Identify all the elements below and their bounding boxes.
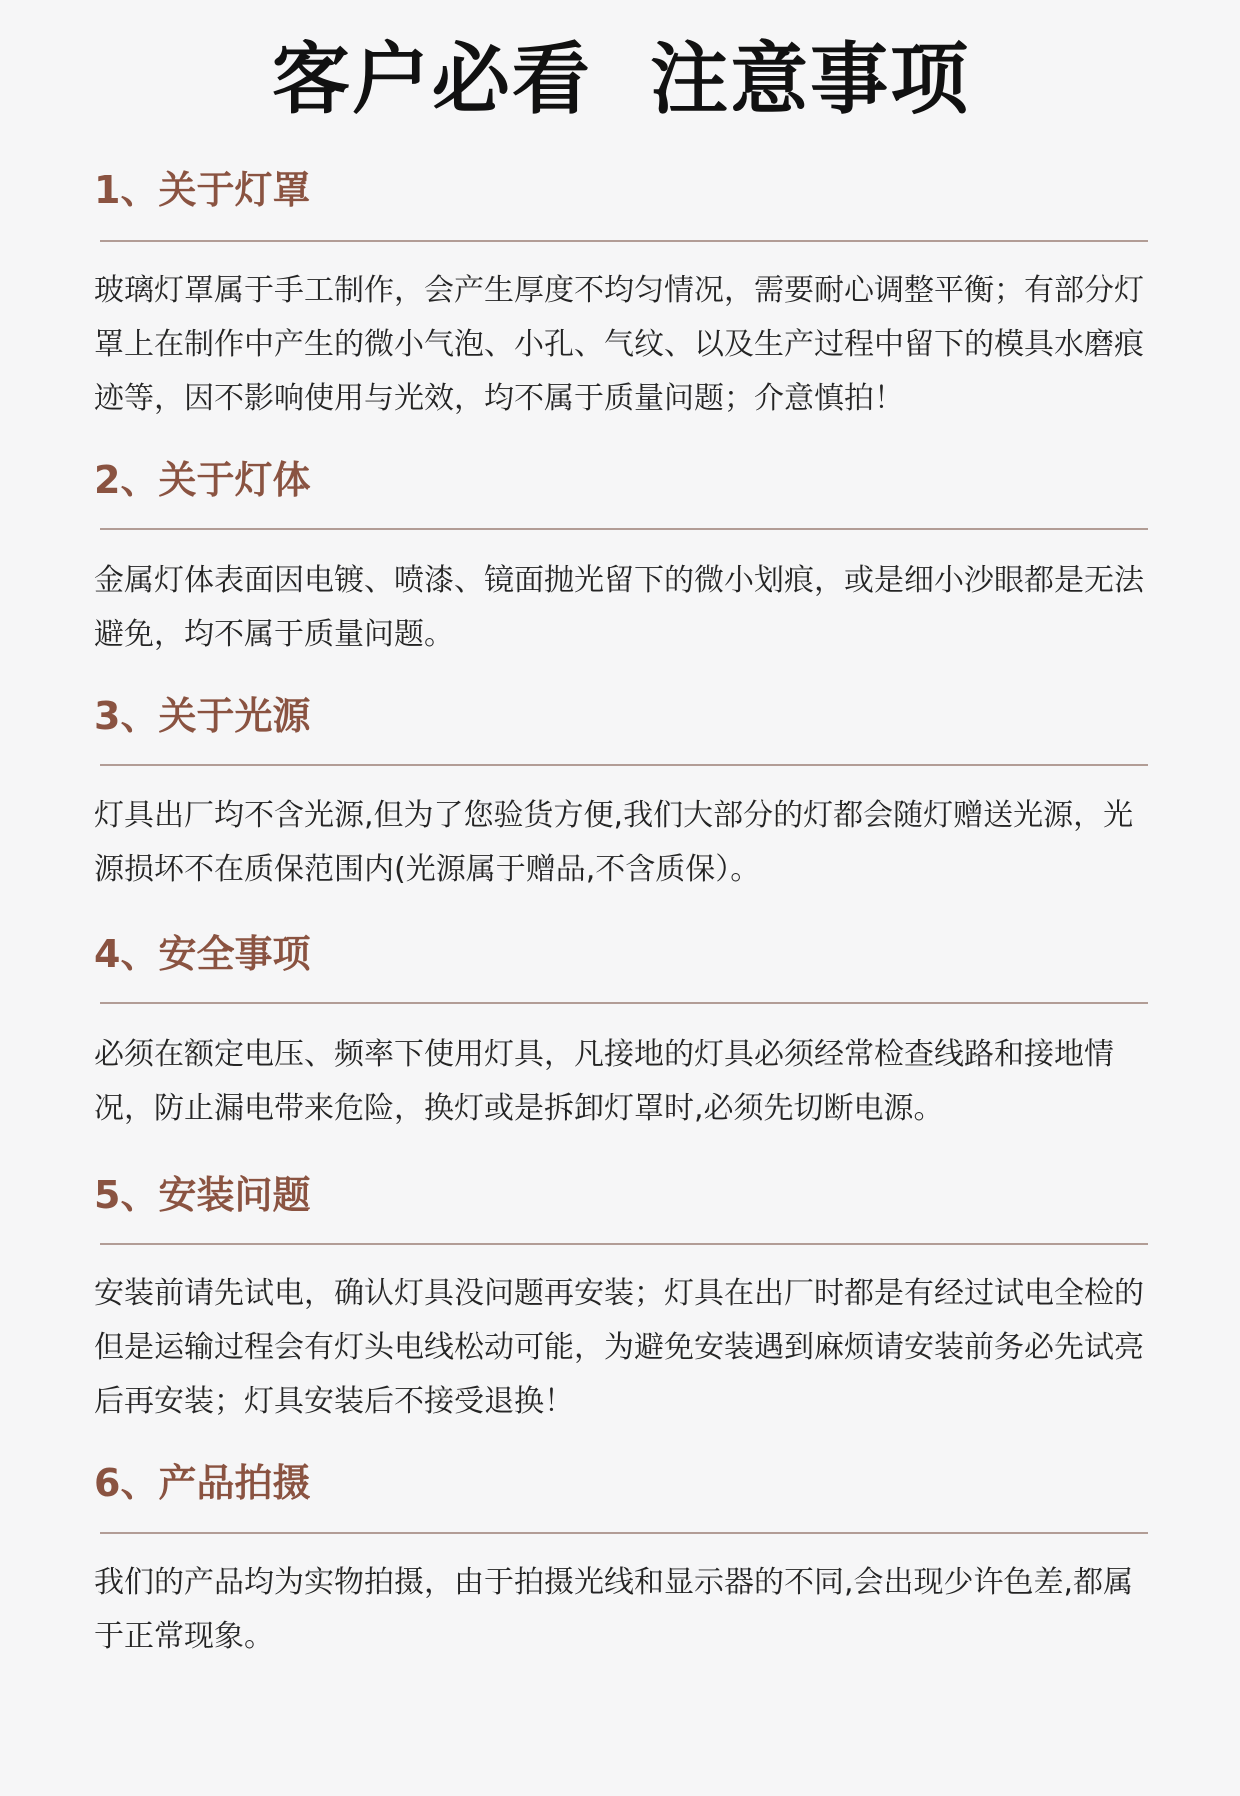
section-divider	[100, 1532, 1148, 1534]
section-safety	[94, 934, 1148, 1136]
section-divider	[100, 240, 1148, 242]
section-lampshade	[94, 167, 1148, 426]
section-divider	[100, 764, 1148, 766]
section-heading: 1、关于灯罩	[94, 167, 311, 212]
section-light-source	[94, 696, 1148, 897]
section-product-photos	[94, 1460, 1148, 1664]
section-body: 必须在额定电压、频率下使用灯具，凡接地的灯具必须经常检查线路和接地情况，防止漏电带来危险，换灯或是拆卸灯罩时,必须先切断电源。	[94, 1037, 1114, 1127]
section-divider	[100, 1002, 1148, 1004]
section-body: 金属灯体表面因电镀、喷漆、镜面抛光留下的微小划痕，或是细小沙眼都是无法避免，均不属于质量问题。	[94, 563, 1144, 653]
section-body: 我们的产品均为实物拍摄，由于拍摄光线和显示器的不同,会出现少许色差,都属于正常现象。	[94, 1564, 1134, 1654]
section-lamp-body	[94, 457, 1148, 663]
section-installation	[94, 1175, 1148, 1429]
section-divider	[100, 528, 1148, 530]
page-title: 客户必看 注意事项	[271, 35, 971, 125]
section-heading: 6、产品拍摄	[94, 1460, 311, 1505]
section-heading: 3、关于光源	[94, 694, 311, 739]
section-body: 玻璃灯罩属于手工制作，会产生厚度不均匀情况，需要耐心调整平衡；有部分灯罩上在制作中产生的微小气泡、小孔、气纹、以及生产过程中留下的模具水磨痕迹等，因不影响使用与光效，均不属于质量问题；介意慎拍！	[94, 272, 1144, 416]
section-divider	[100, 1243, 1148, 1245]
section-heading: 5、安装问题	[94, 1173, 311, 1218]
section-body: 安装前请先试电，确认灯具没问题再安装；灯具在出厂时都是有经过试电全检的但是运输过程会有灯头电线松动可能，为避免安装遇到麻烦请安装前务必先试亮后再安装；灯具安装后不接受退换！	[94, 1275, 1144, 1419]
section-heading: 2、关于灯体	[94, 457, 311, 502]
section-body: 灯具出厂均不含光源,但为了您验货方便,我们大部分的灯都会随灯赠送光源，光源损坏不在质保范围内(光源属于赠品,不含质保）。	[94, 798, 1134, 888]
section-heading: 4、安全事项	[94, 932, 311, 977]
